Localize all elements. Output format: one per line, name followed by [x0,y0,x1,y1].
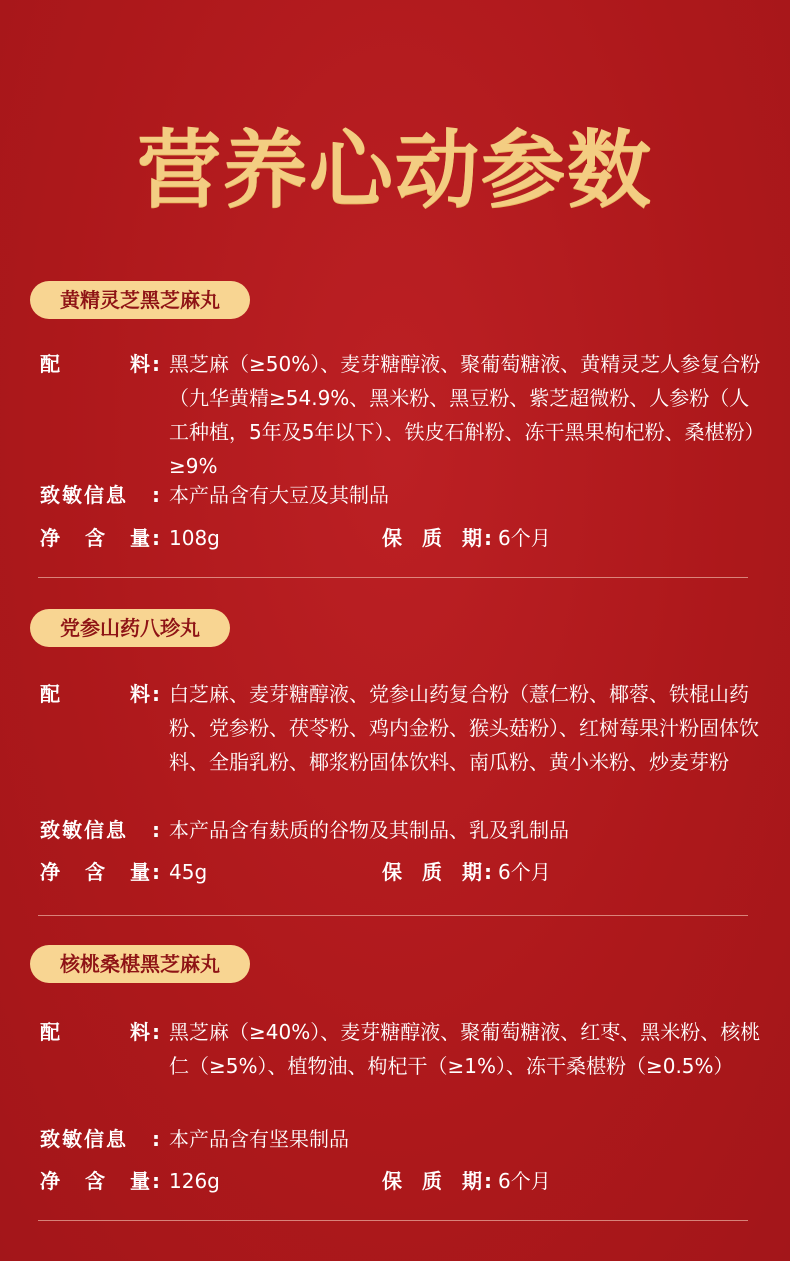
ingredients-value: 白芝麻、麦芽糖醇液、党参山药复合粉（薏仁粉、椰蓉、铁棍山药粉、党参粉、茯苓粉、鸡内金粉、猴头菇粉）、红树莓果汁粉固体饮料、全脂乳粉、椰浆粉固体饮料、南瓜粉、黄小米粉、炒麦芽粉 [169,682,759,774]
allergen-value: 本产品含有大豆及其制品 [169,483,389,507]
net-content-value: 108g [169,526,220,550]
ingredients-value: 黑芝麻（≥50%）、麦芽糖醇液、聚葡萄糖液、黄精灵芝人参复合粉（九华黄精≥54.9%、黑米粉、黑豆粉、紫芝超微粉、人参粉（人工种植，5年及5年以下）、铁皮石斛粉、冻干黑果枸杞粉、桑椹粉）≥9% [169,352,765,478]
product-name-pill: 党参山药八珍丸 [30,609,230,647]
shelf-life-value: 6个月 [498,526,551,550]
allergen-value: 本产品含有麸质的谷物及其制品、乳及乳制品 [169,818,569,842]
net-content-label: 净 含 量 [40,1169,150,1193]
product-name-pill: 黄精灵芝黑芝麻丸 [30,281,250,319]
shelf-life-value: 6个月 [498,1169,551,1193]
divider [38,915,748,916]
ingredients-label: 配 料 [40,352,150,376]
ingredients-label: 配 料 [40,682,150,706]
product-name-pill: 核桃桑椹黑芝麻丸 [30,945,250,983]
page-title: 营养心动参数 [136,120,653,219]
divider [38,1220,748,1221]
allergen-label: 致敏信息 [40,818,128,842]
divider [38,577,748,578]
allergen-label: 致敏信息 [40,1127,128,1151]
shelf-life-value: 6个月 [498,860,551,884]
net-content-label: 净 含 量 [40,860,150,884]
ingredients-label: 配 料 [40,1020,150,1044]
ingredients-value: 黑芝麻（≥40%）、麦芽糖醇液、聚葡萄糖液、红枣、黑米粉、核桃仁（≥5%）、植物油、枸杞干（≥1%）、冻干桑椹粉（≥0.5%） [169,1020,761,1078]
shelf-life-label: 保 质 期 [382,860,482,884]
shelf-life-label: 保 质 期 [382,1169,482,1193]
shelf-life-label: 保 质 期 [382,526,482,550]
allergen-value: 本产品含有坚果制品 [169,1127,349,1151]
net-content-value: 126g [169,1169,220,1193]
net-content-label: 净 含 量 [40,526,150,550]
allergen-label: 致敏信息 [40,483,128,507]
net-content-value: 45g [169,860,208,884]
